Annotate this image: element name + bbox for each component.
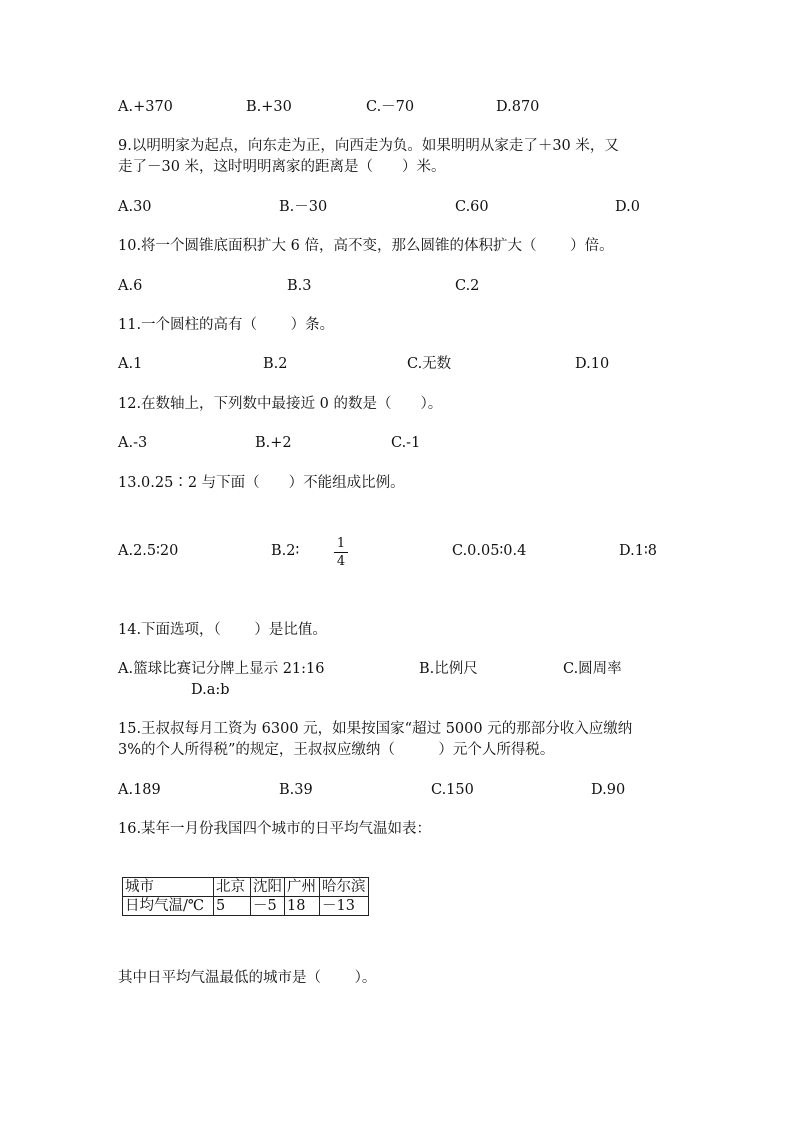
q13-option-d: D.1∶8 <box>619 543 657 559</box>
q13-option-b: B.2∶ <box>271 543 300 559</box>
q15-option-d: D.90 <box>591 782 626 798</box>
table-row <box>123 897 369 916</box>
q11-option-d: D.10 <box>575 356 610 372</box>
table-cell: 18 <box>285 897 320 916</box>
q14-option-a: A.篮球比赛记分牌上显示 21:16 <box>118 661 325 677</box>
q9-option-a: A.30 <box>118 199 152 215</box>
temperature-table <box>122 877 369 916</box>
q10-option-a: A.6 <box>118 278 143 294</box>
table-cell: 北京 <box>214 878 251 897</box>
q12-option-a: A.-3 <box>118 435 148 451</box>
q15-option-c: C.150 <box>431 782 474 798</box>
q14-option-c: C.圆周率 <box>563 661 622 677</box>
q9-option-d: D.0 <box>615 199 640 215</box>
table-cell: 日均气温/℃ <box>123 897 214 916</box>
table-cell: 沈阳 <box>251 878 285 897</box>
q13-option-a: A.2.5∶20 <box>118 543 179 559</box>
q13-option-c: C.0.05∶0.4 <box>452 543 527 559</box>
q15-text-line1: 15.王叔叔每月工资为 6300 元，如果按国家“超过 5000 元的那部分收入应缴纳 <box>118 721 633 737</box>
q8-option-b: B.+30 <box>246 99 292 115</box>
table-cell: 广州 <box>285 878 320 897</box>
q16-text: 16.某年一月份我国四个城市的日平均气温如表： <box>118 821 432 837</box>
fraction-denominator: 4 <box>336 554 346 569</box>
q14-text: 14.下面选项，（ ）是比值。 <box>118 622 327 638</box>
q16-followup-text: 其中日平均气温最低的城市是（ ）。 <box>118 970 377 986</box>
q15-option-b: B.39 <box>279 782 313 798</box>
q12-option-b: B.+2 <box>255 435 292 451</box>
q12-option-c: C.-1 <box>391 435 421 451</box>
table-cell: －13 <box>320 897 369 916</box>
fraction-numerator: 1 <box>336 536 346 551</box>
q10-option-c: C.2 <box>455 278 480 294</box>
fraction-bar <box>334 552 348 553</box>
q8-option-c: C.－70 <box>366 99 415 115</box>
table-cell: 城市 <box>123 878 214 897</box>
table-cell: －5 <box>251 897 285 916</box>
q12-text: 12.在数轴上，下列数中最接近 0 的数是（ ）。 <box>118 396 443 412</box>
q13-text: 13.0.25∶2 与下面（ ）不能组成比例。 <box>118 475 405 491</box>
q14-option-b: B.比例尺 <box>419 661 478 677</box>
q11-option-a: A.1 <box>118 356 143 372</box>
q8-option-d: D.870 <box>496 99 540 115</box>
q15-text-line2: 3%的个人所得税”的规定，王叔叔应缴纳（ ）元个人所得税。 <box>118 742 555 758</box>
q10-option-b: B.3 <box>287 278 312 294</box>
q14-option-d: D.a:b <box>191 682 230 698</box>
q9-text-line2: 走了－30 米，这时明明离家的距离是（ ）米。 <box>118 159 446 175</box>
q9-option-c: C.60 <box>455 199 489 215</box>
q11-text: 11.一个圆柱的高有（ ）条。 <box>118 317 335 333</box>
q13-option-b-fraction <box>334 536 348 569</box>
table-cell: 哈尔滨 <box>320 878 369 897</box>
q9-option-b: B.－30 <box>279 199 328 215</box>
q15-option-a: A.189 <box>118 782 161 798</box>
q10-text: 10.将一个圆锥底面积扩大 6 倍，高不变，那么圆锥的体积扩大（ ）倍。 <box>118 238 614 254</box>
q8-option-a: A.+370 <box>118 99 173 115</box>
table-cell: 5 <box>214 897 251 916</box>
table-header-row <box>123 878 369 897</box>
q11-option-b: B.2 <box>263 356 288 372</box>
q11-option-c: C.无数 <box>407 356 452 372</box>
q9-text-line1: 9.以明明家为起点，向东走为正，向西走为负。如果明明从家走了＋30 米，又 <box>118 138 619 154</box>
